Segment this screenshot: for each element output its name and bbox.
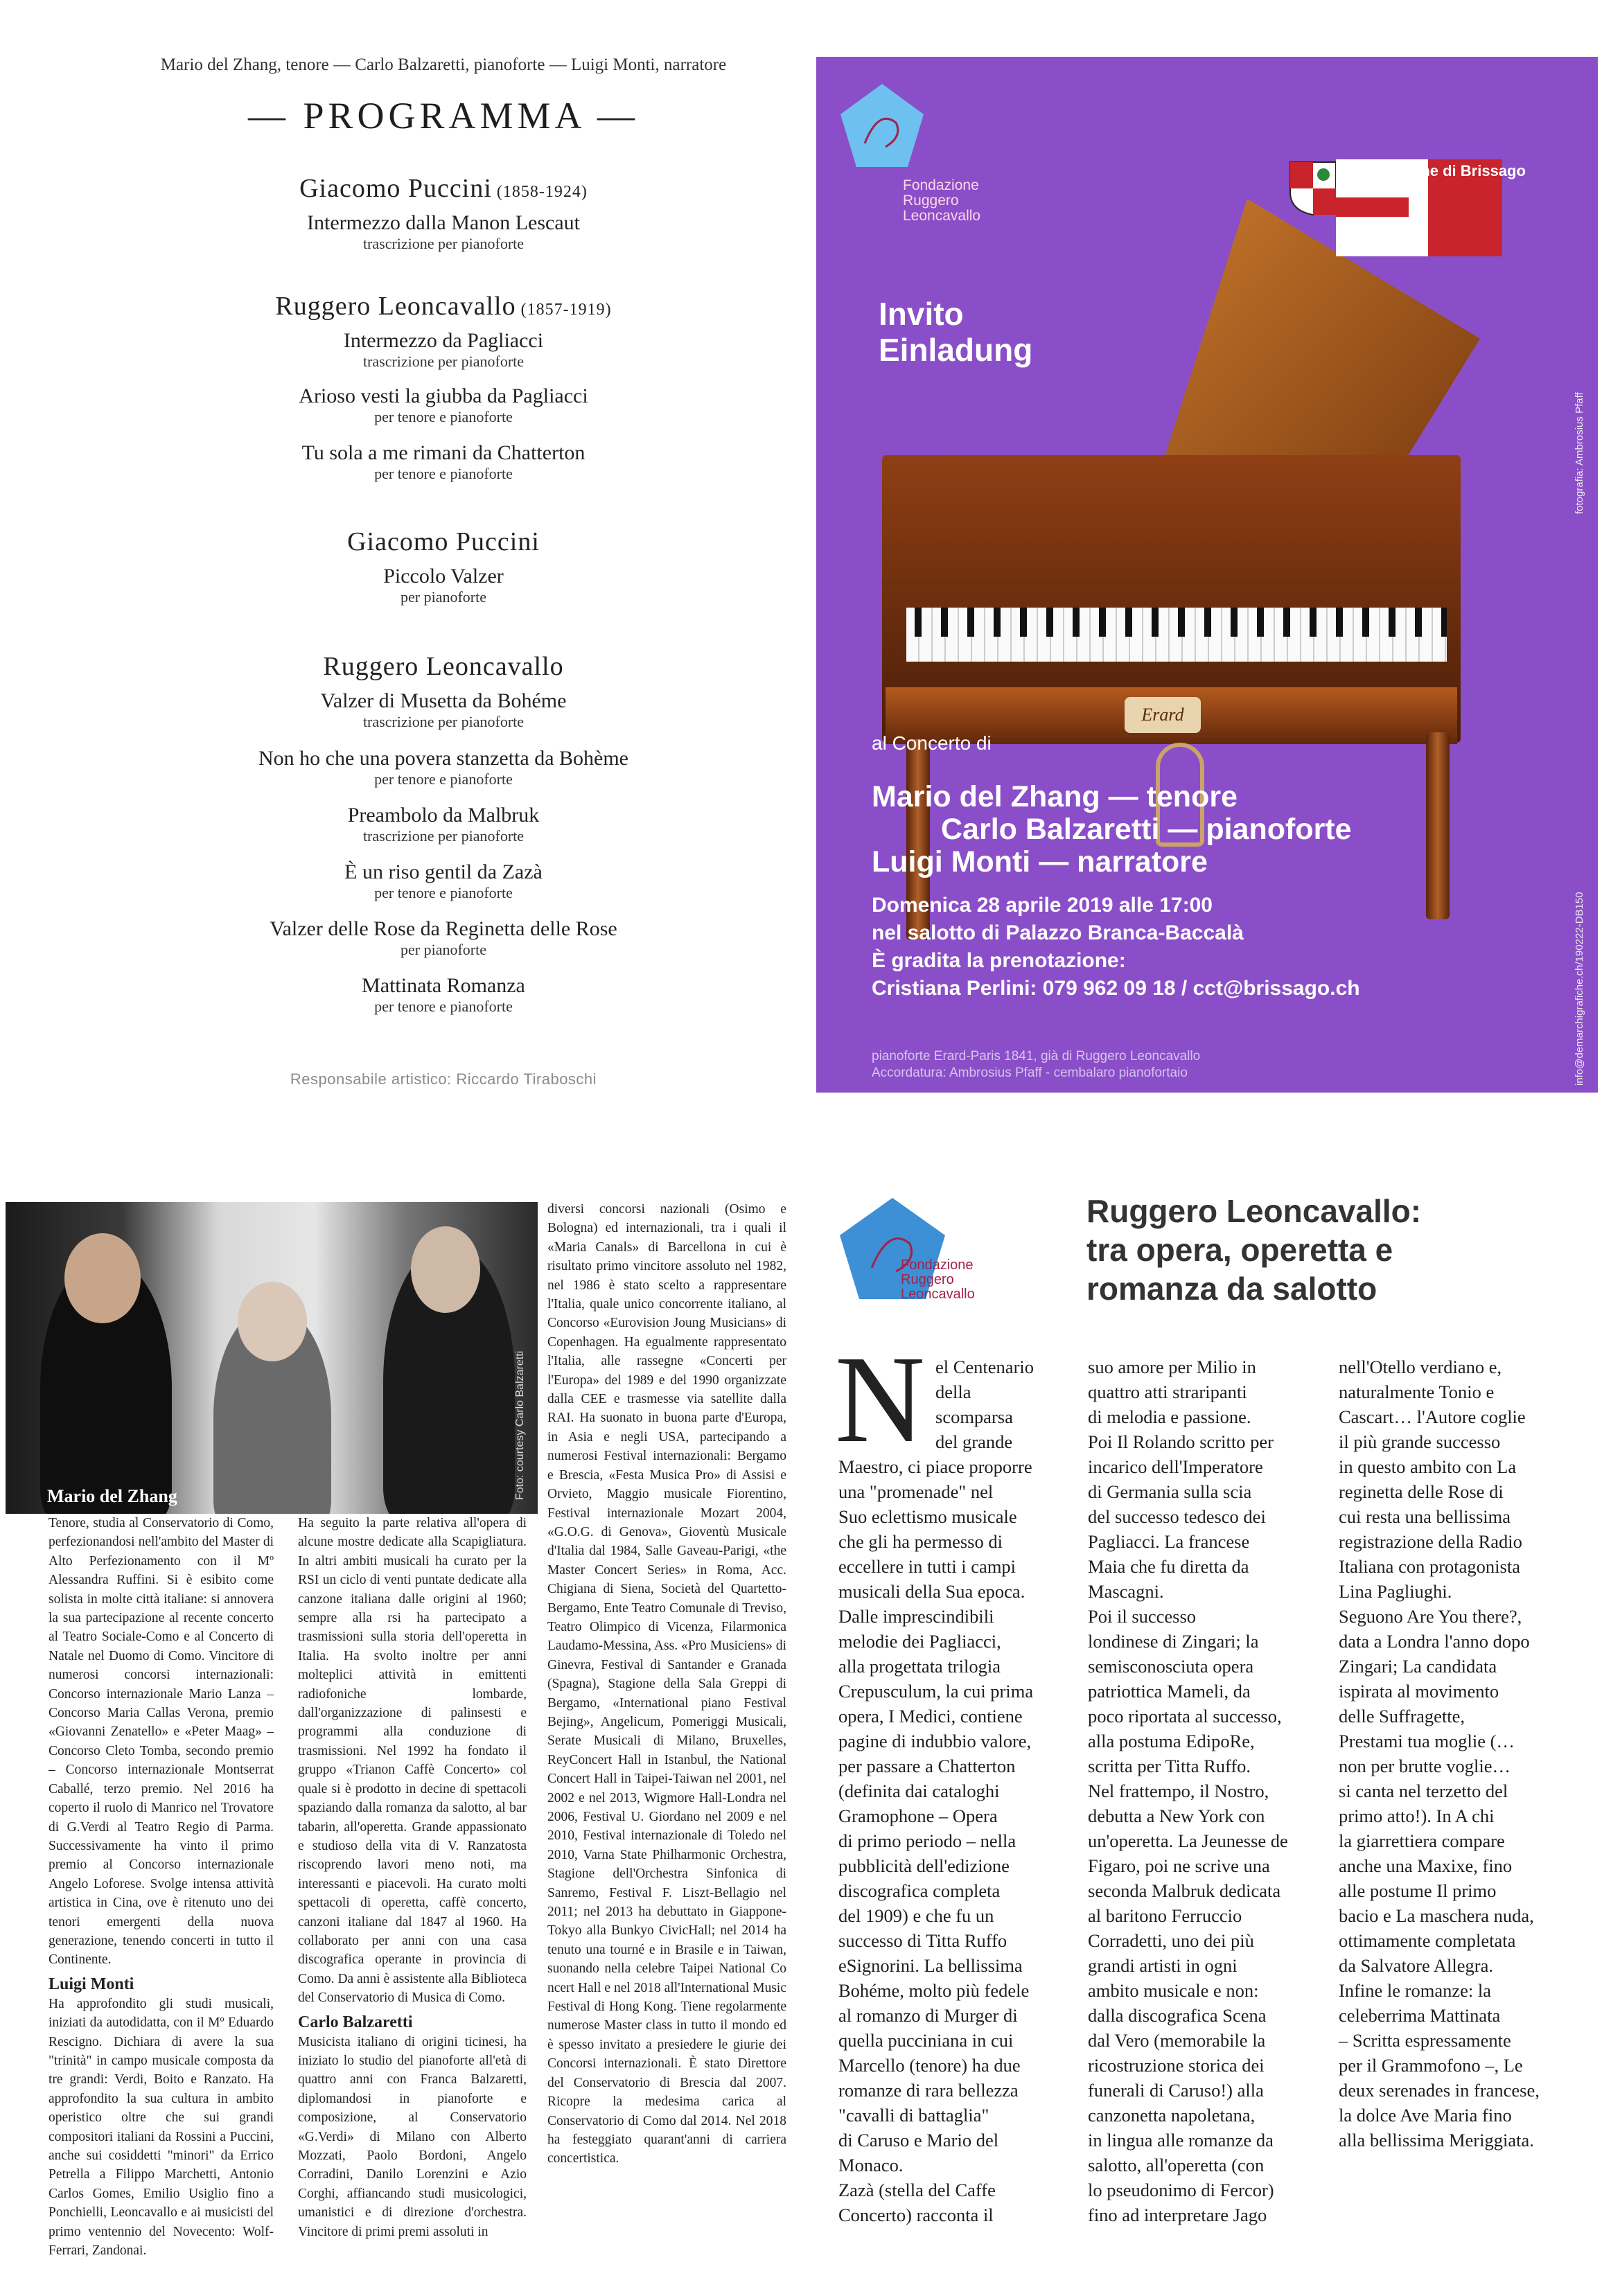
article-line: Seguono Are You there?, bbox=[1339, 1606, 1522, 1627]
article-logo-text bbox=[901, 1258, 975, 1302]
article-line: una "promenade" nel bbox=[838, 1481, 994, 1502]
article-line: Mascagni. bbox=[1088, 1581, 1164, 1602]
article-line: Zazà (stella del Caffe bbox=[838, 2180, 996, 2200]
article-line: celeberrima Mattinata bbox=[1339, 2005, 1501, 2026]
programme-title: — PROGRAMMA — bbox=[247, 95, 640, 136]
erard-nameplate: Erard bbox=[1125, 697, 1201, 733]
article-line: Crepusculum, la cui prima bbox=[838, 1681, 1034, 1702]
article-line: Poi Il Rolando scritto per bbox=[1088, 1431, 1274, 1452]
credits-line: Mario del Zhang, tenore — Carlo Balzaretti, pianoforte — Luigi Monti, narratore bbox=[160, 55, 727, 74]
performer-tenor: Mario del Zhang — tenore bbox=[872, 780, 1238, 813]
brissago-coat-of-arms bbox=[1289, 161, 1337, 220]
article-line: musicali della Sua epoca. bbox=[838, 1581, 1025, 1602]
article-line: poco riportata al successo, bbox=[1088, 1706, 1282, 1727]
piece-instrumentation: per tenore e pianoforte bbox=[374, 408, 513, 425]
headline-it: Invito bbox=[879, 296, 964, 332]
piece-title: Arioso vesti la giubba da Pagliacci bbox=[299, 385, 588, 407]
balzaretti-bio-text: Musicista italiano di origini ticinesi, ha iniziato lo studio del pianoforte all'età di quattro anni con Franca Balzaretti, diplomandosi in pianoforte e composizione, al Conservatorio «G.Verdi» di Milano con Alberto Mozzati, Paolo Bordoni, Angelo Corradini, Danilo Lorenzini e Azio Corghi, affiancando studi musicologici, umanistici e di direzione d'orchestra. Vincitore di primi premi assoluti in bbox=[298, 2034, 527, 2239]
article-line: Gramophone – Opera bbox=[838, 1805, 998, 1826]
composer-heading bbox=[139, 291, 748, 321]
article-line: da Salvatore Allegra. bbox=[1339, 1955, 1493, 1976]
article-line: la giarrettiera compare bbox=[1339, 1830, 1505, 1851]
piece-title: Preambolo da Malbruk bbox=[347, 804, 540, 827]
piece-instrumentation: per tenore e pianoforte bbox=[374, 998, 513, 1015]
programme-item bbox=[139, 385, 748, 426]
article-line: semisconosciuta opera bbox=[1088, 1656, 1254, 1677]
article-line: Lina Pagliughi. bbox=[1339, 1581, 1452, 1602]
article-line: Monaco. bbox=[838, 2155, 904, 2175]
article-line: delle Suffragette, bbox=[1339, 1706, 1465, 1727]
article-line: del grande bbox=[935, 1431, 1013, 1452]
article-line: anche una Maxixe, fino bbox=[1339, 1855, 1513, 1876]
programme-item bbox=[139, 565, 748, 606]
monti-bio-text: Ha approfondito gli studi musicali, iniziati da autodidatta, con il Mº Eduardo Rescigno. Dichiara di avere la sua "trinità" in campo musicale composta da tre grandi: Verdi, Boito e Ranzato. Ha approfondito la sua cultura in ambito operistico oltre che sui grandi compositori italiani da Rossini a Puccini, anche sui cosiddetti "minori" da Errico Petrella a Filippo Marchetti, Antonio Carlos Gomes, Emilio Usiglio fino a Ponchielli, Leoncavallo e ai musicisti del primo ventennio del Novecento: Wolf-Ferrari, Zandonai. bbox=[49, 1996, 274, 2259]
tuning-note: Accordatura: Ambrosius Pfaff - cembalaro pianofortaio bbox=[872, 1066, 1188, 1080]
balzaretti-heading: Carlo Balzaretti bbox=[298, 2013, 413, 2031]
title-line: Ruggero Leoncavallo: bbox=[1086, 1193, 1422, 1229]
foundation-word: Ruggero bbox=[903, 193, 959, 209]
programme-item bbox=[139, 974, 748, 1016]
article-line: reginetta delle Rose di bbox=[1339, 1481, 1504, 1502]
article-line: londinese di Zingari; la bbox=[1088, 1631, 1259, 1652]
programme-item bbox=[139, 441, 748, 483]
article-line: Zingari; La candidata bbox=[1339, 1656, 1497, 1677]
article-line: alla postuma EdipoRe, bbox=[1088, 1731, 1255, 1751]
article-line: ambito musicale e non: bbox=[1088, 1980, 1259, 2001]
article-line: di Germania sulla scia bbox=[1088, 1481, 1252, 1502]
article-line: salotto, all'operetta (con bbox=[1088, 2155, 1265, 2175]
foundation-logo bbox=[837, 81, 927, 175]
printer-credit: info@demarchigrafiche.ch/190222-DB150 bbox=[1574, 892, 1585, 1086]
photo-credit: fotografia: Ambrosius Pfaff bbox=[1574, 392, 1585, 514]
article-line: Italiana con protagonista bbox=[1339, 1556, 1520, 1577]
concert-intro: al Concerto di bbox=[872, 732, 992, 754]
composer-name: Ruggero Leoncavallo bbox=[275, 292, 516, 321]
article-column-2 bbox=[1088, 1354, 1330, 2227]
article-line: deux serenades in francese, bbox=[1339, 2080, 1540, 2101]
reservation-contact: Cristiana Perlini: 079 962 09 18 / cct@brissago.ch bbox=[872, 977, 1360, 1000]
balzaretti-bio-cont: diversi concorsi nazionali (Osimo e Bologna) ed internazionali, tra i quali il «Maria Canals» di Barcellona in cui è risultato primo vincitore assoluto nel 1982, nel 1986 è stato scelto a rappresentare l'Italia, quale unico concorrente italiano, al Concorso «Eurovision Joung Musicians» di Copenhagen. Ha egualmente rappresentato l'Italia, alle rassegne «Concerti per l'Europa» del 1989 e del 1990 organizzate dalla CEE e trasmesse via satellite dalla RAI. Ha suonato in buona parte d'Europa, in Asia e negli USA, partecipando a numerosi Festival internazionali: Bergamo e Brescia, «Festa Musica Pro» di Assisi e Orvieto, Maggio musicale Fiorentino, Festival internazionale Mozart 2004, «G.O.G. di Genova», Gioventù Musicale d'Italia dal 1984, Salle Gaveau-Parigi, «the Master Concert Series» in Roma, Acc. Chigiana di Siena, Società del Quartetto-Bergamo, Ente Teatro Comunale di Treviso, Teatro Olimpico di Vicenza, Filarmonica Laudamo-Messina, Ass. «Pro Musiciens» di Ginevra, Festival di Santander e Granada (Spagna), Stagione della Sala Greppi di Bergamo, «International piano Festival Bejing», Angelicum, Pomeriggi Musicali, Serate Musicali di Milano, Bruxelles, ReyConcert Hall in Istanbul, the National Concert Hall in Taipei-Taiwan nel 2001, nel 2002 e nel 2013, Wigmore Hall-Londra nel 2006, Festival U. Giordano nel 2009 e nel 2010, Festival internazionale di Toledo nel 2010, Varna State Philharmonic Orchestra, Stagione dell'Orchestra Sinfonica di Sanremo, Festival F. Liszt-Bellagio nel 2011; nel 2013 ha debuttato in Giappone- Tokyo alla Bunkyo CivicHall; nel 2014 ha tenuto una tourné e in Brasile e in Taiwan, suonando nella celebre Taipei National Co ncert Hall e nel 2018 all'International Music Festival di Hong Kong. Tiene regolarmente numerose Master class in tutto il mondo ed è spesso invitato a presiedere le giurie dei Concorsi internazionali. È stato Direttore del Conservatorio di Brescia dal 2007. Ricopre la medesima carica al Conservatorio di Como dal 2014. Nel 2018 ha festeggiato quarant'anni di carriera concertistica. bbox=[547, 1202, 786, 2166]
article-line: scritta per Titta Ruffo. bbox=[1088, 1756, 1251, 1776]
article-line: che gli ha permesso di bbox=[838, 1531, 1003, 1552]
article-line: Dalle imprescindibili bbox=[838, 1606, 994, 1627]
article-line: la dolce Ave Maria fino bbox=[1339, 2105, 1512, 2126]
monti-bio-cont: Ha seguito la parte relativa all'opera di alcune mostre dedicate alla Scapigliatura. In altri ambiti musicali ha curato per la RSI un ciclo di venti puntate dedicate alla canzone italiana dalle origini al 1960; sempre alla rsi ha partecipato a trasmissioni sulla storia dell'operetta in Italia. Ha svolto inoltre per anni molteplici attività in emittenti radiofoniche lombarde, dall'organizzazione di palinsesti e programmi alla conduzione di trasmissioni. Nel 1992 ha fondato il gruppo «Trianon Caffè Concerto» col quale si è prodotto in decine di spettacoli spaziando dalla romanza da salotto, al bar tabarin, all'operetta. Grande appassionato e studioso della vita di V. Ranzatosta riscoprendo lavori meno noti, ma interessanti e piacevoli. Ha curato molti spettacoli di operetta, caffè concerto, canzoni italiane dal 1847 al 1960. Ha collaborato per anni con una casa discografica operante in provincia di Como. Da anni è assistente alla Biblioteca del Conservatorio di Musica di Como. bbox=[298, 1516, 527, 2006]
article-line: alle postume Il primo bbox=[1339, 1880, 1497, 1901]
article-line: pagine di indubbio valore, bbox=[838, 1731, 1032, 1751]
article-line: dalla discografica Scena bbox=[1088, 2005, 1267, 2026]
piano-black-keys bbox=[906, 608, 1447, 637]
article-line: di melodia e passione. bbox=[1088, 1406, 1251, 1427]
article-line: Maia che fu diretta da bbox=[1088, 1556, 1249, 1577]
piece-title: Valzer delle Rose da Reginetta delle Rose bbox=[270, 917, 617, 940]
article-line: quattro atti straripanti bbox=[1088, 1381, 1247, 1402]
article-line: il più grande successo bbox=[1339, 1431, 1501, 1452]
foundation-word: Fondazione bbox=[903, 177, 979, 193]
article-line: bacio e La maschera nuda, bbox=[1339, 1905, 1534, 1926]
article-line: Bohéme, molto più fedele bbox=[838, 1980, 1030, 2001]
article-line: alla bellissima Meriggiata. bbox=[1339, 2130, 1534, 2151]
piece-title: Valzer di Musetta da Bohéme bbox=[320, 689, 567, 712]
piece-instrumentation: per tenore e pianoforte bbox=[374, 465, 513, 482]
logo-word: Leoncavallo bbox=[901, 1287, 975, 1302]
piece-instrumentation: trascrizione per pianoforte bbox=[362, 353, 525, 370]
article-line: primo atto!). In A chi bbox=[1339, 1805, 1495, 1826]
composer-heading bbox=[139, 651, 748, 682]
article-line: si canta nel terzetto del bbox=[1339, 1781, 1508, 1801]
face bbox=[411, 1226, 480, 1313]
performer-piano: Carlo Balzaretti — pianoforte bbox=[941, 813, 1352, 846]
piece-instrumentation: trascrizione per pianoforte bbox=[362, 713, 525, 730]
logo-word: Ruggero bbox=[901, 1272, 954, 1287]
performers-list bbox=[872, 781, 1352, 878]
article-line: patriottica Mameli, da bbox=[1088, 1681, 1251, 1702]
performers-photo bbox=[6, 1202, 538, 1514]
performer-narrator: Luigi Monti — narratore bbox=[872, 845, 1208, 878]
photo-credit-vertical: Foto: courtesy Carlo Balzaretti bbox=[514, 1350, 526, 1500]
title-line: tra opera, operetta e bbox=[1086, 1232, 1393, 1268]
piece-instrumentation: per pianoforte bbox=[400, 941, 486, 958]
article-line: opera, I Medici, contiene bbox=[838, 1706, 1023, 1727]
article-line: ricostruzione storica dei bbox=[1088, 2055, 1265, 2076]
article-line: Poi il successo bbox=[1088, 1606, 1197, 1627]
programme-item bbox=[139, 917, 748, 959]
article-column-1 bbox=[838, 1354, 1074, 2227]
article-line: successo di Titta Ruffo bbox=[838, 1930, 1007, 1951]
article-line: ottimamente completata bbox=[1339, 1930, 1516, 1951]
shield-icon bbox=[1289, 161, 1337, 216]
concert-date: Domenica 28 aprile 2019 alle 17:00 bbox=[872, 894, 1213, 917]
programme-item bbox=[139, 747, 748, 788]
programme-item bbox=[139, 329, 748, 371]
concert-details bbox=[872, 892, 1360, 1003]
zhang-bio-text: Tenore, studia al Conservatorio di Como, perfezionandosi nell'ambito del Master di Alto Perfezionamento con il Mº Alessandra Ruffini. Si è esibito come solista in molte città italiane: si annovera la sua partecipazione al recente concerto al Teatro Sociale-Como e al Concerto di Natale nel Duomo di Como. Vincitore di numerosi concorsi internazionali: Concorso internazionale Mario Lanza – Concorso Maria Callas Verona, premio «Giovanni Zenatello» e «Peter Maag» – Concorso Cleto Tomba, secondo premio – Concorso internazionale Montserrat Caballé, terzo premio. Nel 2016 ha coperto il ruolo di Manrico nel Trovatore di G.Verdi al Teatro Regio di Parma. Successivamente ha vinto il primo premio al Concorso internazionale Angelo Loforese. Svolge intensa attività artistica in Cina, ove è ritenuto uno dei tenori emergenti della nuova generazione, tenendo concerti in tutto il Continente. bbox=[49, 1516, 274, 1968]
piece-title: Intermezzo dalla Manon Lescaut bbox=[307, 211, 580, 234]
programme-item bbox=[139, 211, 748, 253]
article-line: seconda Malbruk dedicata bbox=[1088, 1880, 1281, 1901]
article-line: della bbox=[935, 1381, 971, 1402]
zhang-bio bbox=[49, 1514, 274, 2260]
article-line: canzonetta napoletana, bbox=[1088, 2105, 1256, 2126]
article-line: scomparsa bbox=[935, 1406, 1013, 1427]
headline-de: Einladung bbox=[879, 332, 1033, 368]
invitation-card bbox=[816, 57, 1598, 1093]
title-line: romanza da salotto bbox=[1086, 1271, 1377, 1307]
concert-venue: nel salotto di Palazzo Branca-Baccalà bbox=[872, 921, 1244, 944]
article-line: al romanzo di Murger di bbox=[838, 2005, 1018, 2026]
face bbox=[238, 1282, 307, 1361]
article-line: del successo tedesco dei bbox=[1088, 1506, 1266, 1527]
article-line: el Centenario bbox=[935, 1357, 1034, 1377]
foundation-word: Leoncavallo bbox=[903, 208, 981, 224]
article-line: al baritono Ferruccio bbox=[1088, 1905, 1242, 1926]
dropcap: N bbox=[835, 1330, 925, 1468]
article-line: incarico dell'Imperatore bbox=[1088, 1456, 1263, 1477]
article-line: "cavalli di battaglia" bbox=[838, 2105, 989, 2126]
article-line: cui resta una bellissima bbox=[1339, 1506, 1511, 1527]
column-2-bio bbox=[298, 1514, 527, 2241]
article-line: Pagliacci. La francese bbox=[1088, 1531, 1250, 1552]
article-line: nell'Otello verdiano e, bbox=[1339, 1357, 1502, 1377]
article-line: di Caruso e Mario del bbox=[838, 2130, 999, 2151]
article-line: un'operetta. La Jeunesse de bbox=[1088, 1830, 1288, 1851]
article-line: Corradetti, uno dei più bbox=[1088, 1930, 1254, 1951]
piece-instrumentation: trascrizione per pianoforte bbox=[362, 235, 525, 252]
article-line: del 1909) e che fu un bbox=[838, 1905, 994, 1926]
piece-title: Non ho che una povera stanzetta da Bohème bbox=[258, 747, 628, 770]
article-line: Suo eclettismo musicale bbox=[838, 1506, 1017, 1527]
article-line: di primo periodo – nella bbox=[838, 1830, 1016, 1851]
article-line: Infine le romanze: la bbox=[1339, 1980, 1491, 2001]
article-line: lo pseudonimo di Fercor) bbox=[1088, 2180, 1274, 2200]
article-line: funerali di Caruso!) alla bbox=[1088, 2080, 1264, 2101]
article-column-3 bbox=[1339, 1354, 1588, 2153]
article-line: per il Grammofono –, Le bbox=[1339, 2055, 1523, 2076]
article-line: in lingua alle romanze da bbox=[1088, 2130, 1274, 2151]
artistic-director: Responsabile artistico: Riccardo Tiraboschi bbox=[290, 1070, 597, 1088]
composer-heading bbox=[139, 173, 748, 204]
article-line: Marcello (tenore) ha due bbox=[838, 2055, 1021, 2076]
composer-name: Ruggero Leoncavallo bbox=[323, 652, 564, 681]
article-line: data a Londra l'anno dopo bbox=[1339, 1631, 1530, 1652]
article-line: debutta a New York con bbox=[1088, 1805, 1265, 1826]
article-line: – Scritta espressamente bbox=[1339, 2030, 1511, 2051]
article-line: ispirata al movimento bbox=[1339, 1681, 1499, 1702]
article-line: fino ad interpretare Jago bbox=[1088, 2205, 1267, 2225]
comune-label: Comune di Brissago bbox=[1377, 162, 1526, 179]
article-line: registrazione della Radio bbox=[1339, 1531, 1522, 1552]
article-line: alla progettata trilogia bbox=[838, 1656, 1001, 1677]
article-line: Nel frattempo, il Nostro, bbox=[1088, 1781, 1269, 1801]
pentagon-logo-icon bbox=[837, 81, 927, 171]
article-line: grandi artisti in ogni bbox=[1088, 1955, 1238, 1976]
article-line: (definita dai cataloghi bbox=[838, 1781, 1000, 1801]
piece-instrumentation: per tenore e pianoforte bbox=[374, 770, 513, 788]
logo-word: Fondazione bbox=[901, 1257, 974, 1273]
article-line: naturalmente Tonio e bbox=[1339, 1381, 1495, 1402]
article-line: melodie dei Pagliacci, bbox=[838, 1631, 1001, 1652]
article-line: discografica completa bbox=[838, 1880, 1001, 1901]
column-3-bio bbox=[547, 1200, 786, 2169]
article-line: eSignorini. La bellissima bbox=[838, 1955, 1023, 1976]
article-line: Figaro, poi ne scrive una bbox=[1088, 1855, 1270, 1876]
piece-title: Mattinata Romanza bbox=[362, 974, 525, 997]
programme-item bbox=[139, 804, 748, 845]
programme-page bbox=[0, 0, 797, 1095]
composer-dates: (1858-1924) bbox=[491, 183, 588, 201]
face bbox=[64, 1233, 141, 1323]
invite-headline bbox=[879, 296, 1032, 368]
article-line: in questo ambito con La bbox=[1339, 1456, 1517, 1477]
article-line: non per brutte voglie… bbox=[1339, 1756, 1511, 1776]
article-line: eccellere in tutti i campi bbox=[838, 1556, 1016, 1577]
piano-note: pianoforte Erard-Paris 1841, già di Ruggero Leoncavallo bbox=[872, 1049, 1201, 1063]
reservation-note: È gradita la prenotazione: bbox=[872, 949, 1126, 972]
foundation-name bbox=[903, 178, 980, 224]
piece-title: È un riso gentil da Zazà bbox=[344, 860, 543, 883]
composer-name: Giacomo Puccini bbox=[347, 527, 540, 556]
article-line: pubblicità dell'edizione bbox=[838, 1855, 1010, 1876]
piece-title: Intermezzo da Pagliacci bbox=[343, 329, 544, 352]
photo-caption-name: Mario del Zhang bbox=[47, 1486, 177, 1506]
composer-heading bbox=[139, 527, 748, 557]
article-line: Concerto) racconta il bbox=[838, 2205, 994, 2225]
article-line: Cascart… l'Autore coglie bbox=[1339, 1406, 1526, 1427]
piece-instrumentation: per tenore e pianoforte bbox=[374, 884, 513, 901]
piece-instrumentation: per pianoforte bbox=[400, 588, 486, 606]
article-line: suo amore per Milio in bbox=[1088, 1357, 1256, 1377]
article-line: Prestami tua moglie (… bbox=[1339, 1731, 1515, 1751]
composer-dates: (1857-1919) bbox=[516, 301, 612, 319]
article-line: romanze di rara bellezza bbox=[838, 2080, 1019, 2101]
piece-title: Tu sola a me rimani da Chatterton bbox=[301, 441, 586, 464]
article-line: dal Vero (memorabile la bbox=[1088, 2030, 1266, 2051]
article-line: Maestro, ci piace proporre bbox=[838, 1456, 1032, 1477]
article-line: quella pucciniana in cui bbox=[838, 2030, 1014, 2051]
piece-title: Piccolo Valzer bbox=[383, 565, 504, 588]
article-line: per passare a Chatterton bbox=[838, 1756, 1016, 1776]
piano-leg bbox=[1426, 732, 1450, 919]
monti-heading: Luigi Monti bbox=[49, 1975, 134, 1993]
composer-name: Giacomo Puccini bbox=[299, 174, 492, 203]
programme-item bbox=[139, 689, 748, 731]
piece-instrumentation: trascrizione per pianoforte bbox=[362, 827, 525, 845]
programme-item bbox=[139, 860, 748, 902]
article-title bbox=[1086, 1192, 1421, 1308]
